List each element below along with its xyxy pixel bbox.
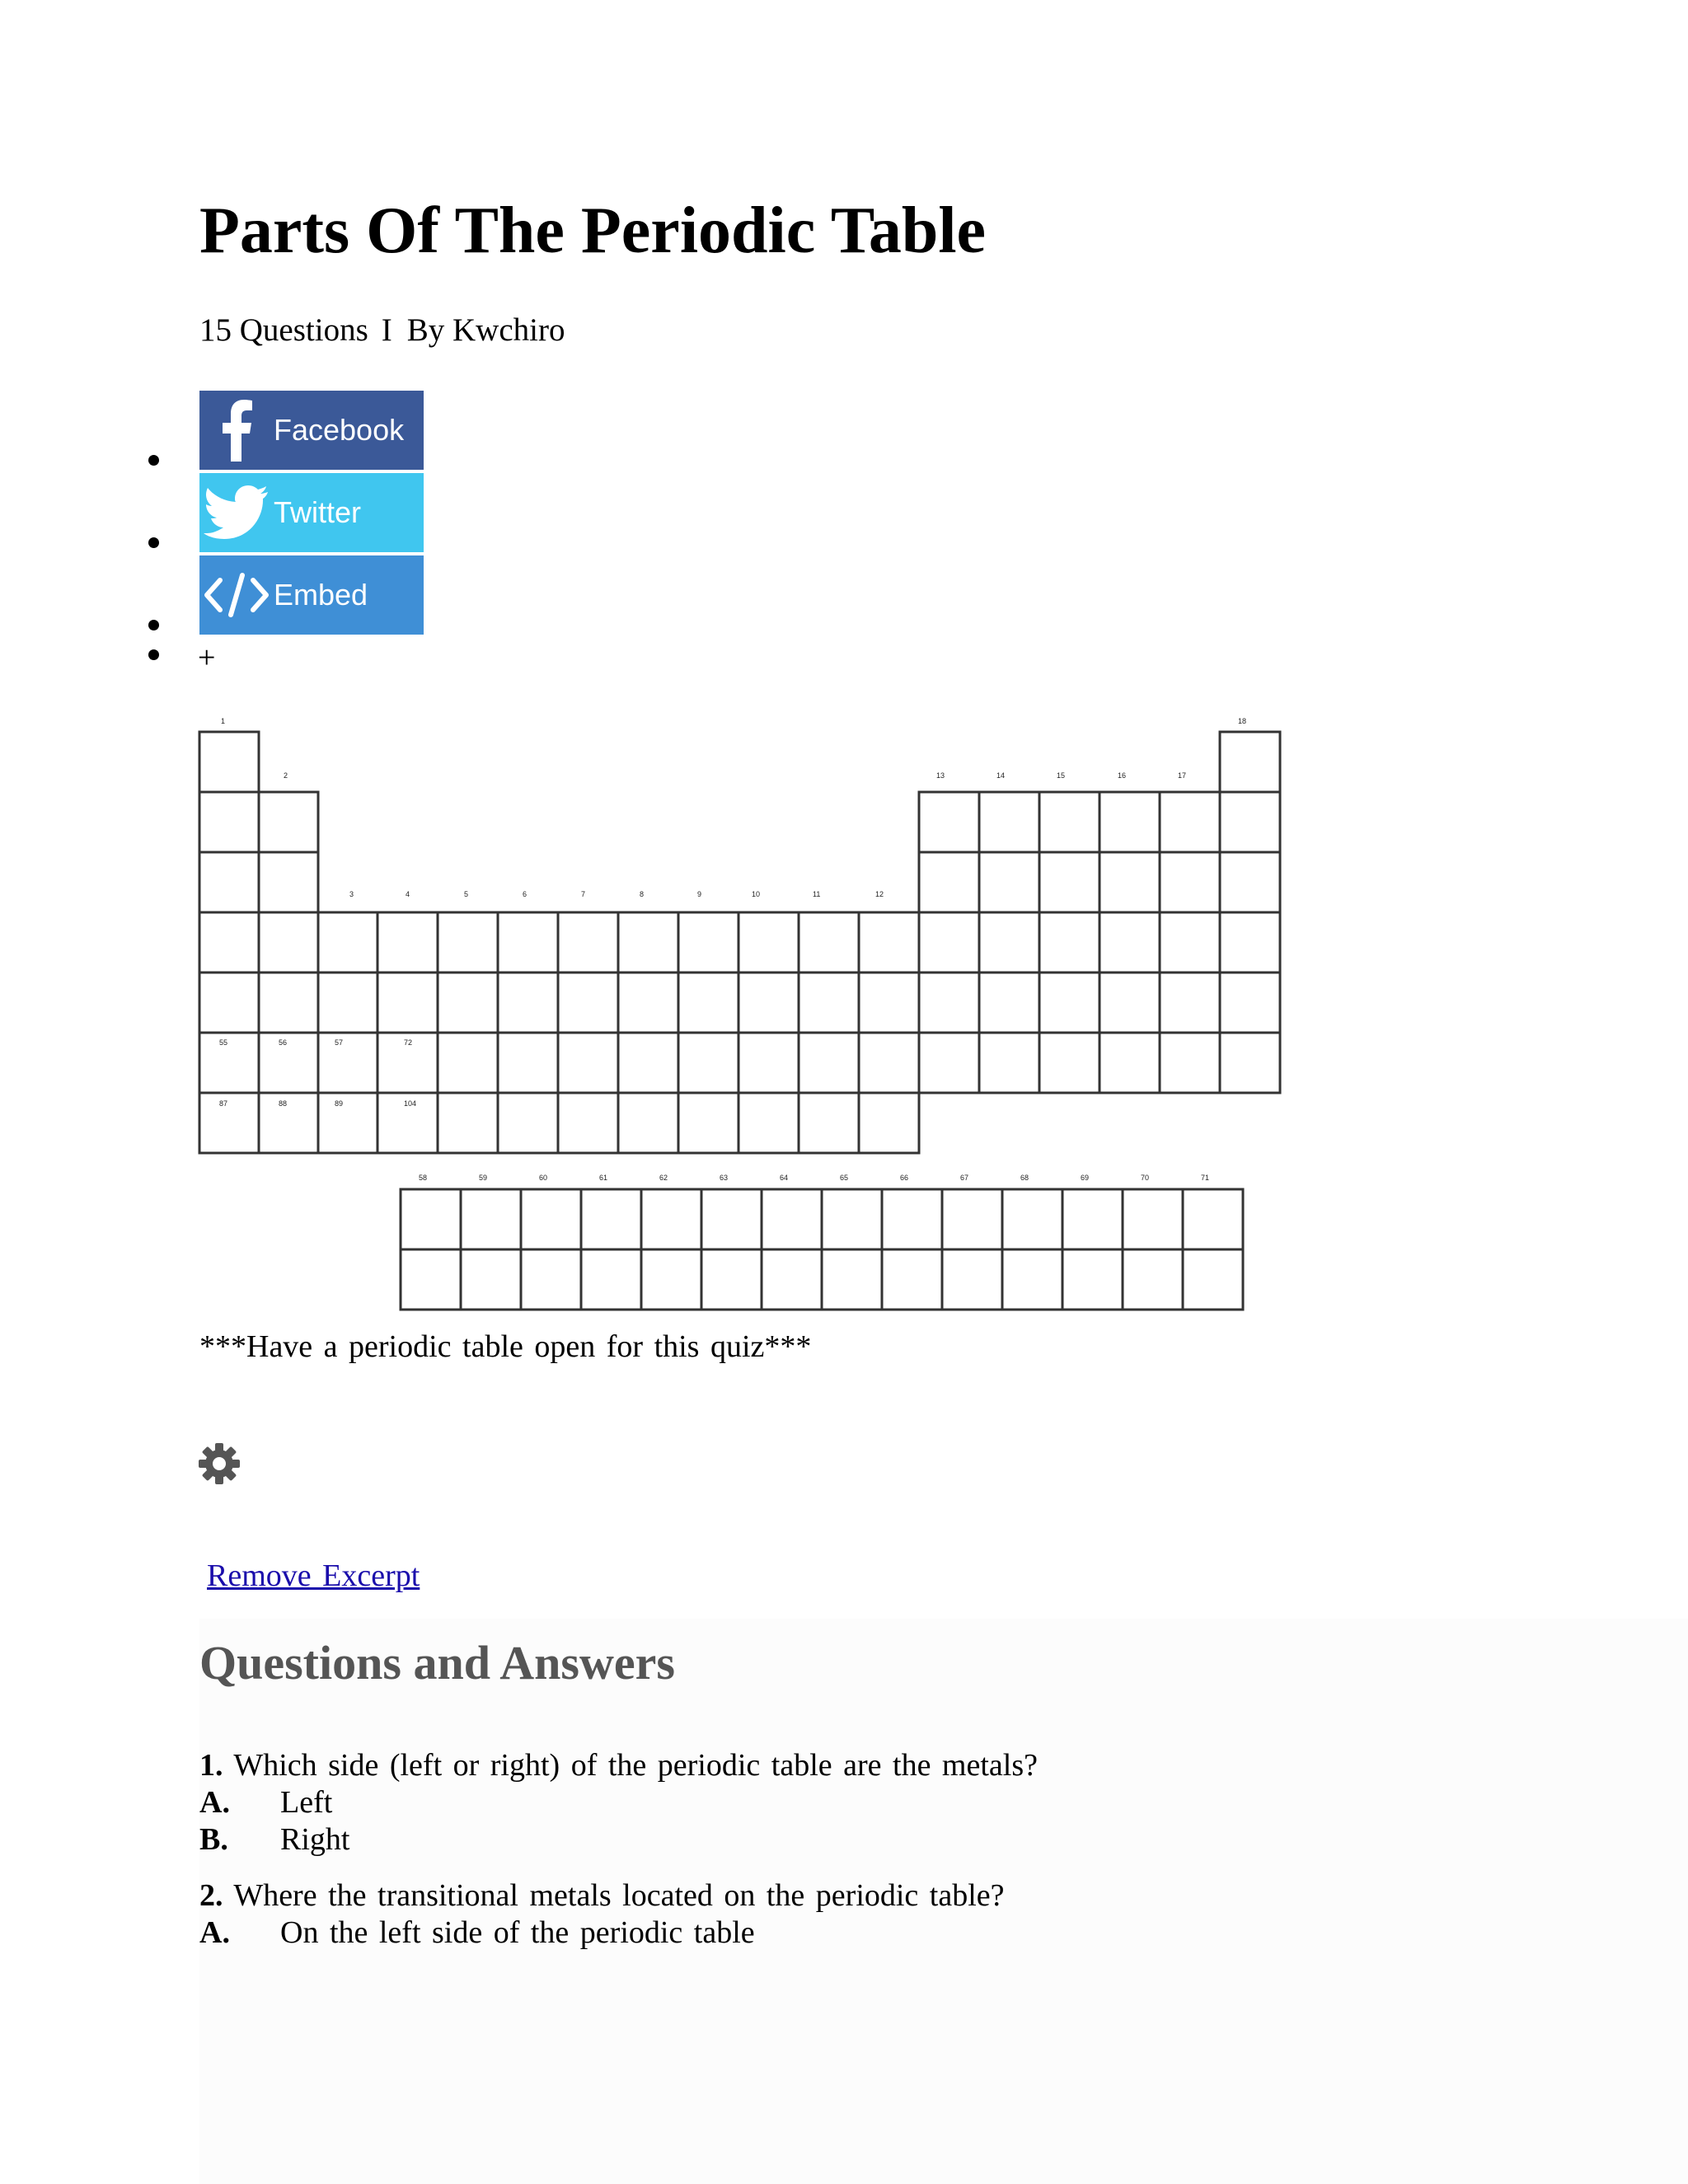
element-cell [318,1093,377,1153]
author: By Kwchiro [406,312,565,348]
element-cell [558,972,618,1033]
answer-text: Left [280,1785,333,1820]
group-number: 17 [1178,771,1187,780]
element-cell [1100,792,1160,852]
element-cell [979,1033,1039,1093]
element-cell [799,1033,859,1093]
element-number: 55 [219,1038,228,1047]
element-cell [318,972,377,1033]
element-cell [882,1189,942,1249]
element-cell [558,1033,618,1093]
element-cell [859,1093,919,1153]
element-cell [1002,1249,1062,1310]
element-cell [199,1093,259,1153]
element-number: 71 [1201,1174,1210,1182]
answer-letter: A. [199,1915,230,1950]
element-number: 88 [279,1099,288,1108]
element-cell [919,792,979,852]
element-cell [1160,852,1220,912]
element-number: 70 [1141,1174,1150,1182]
element-cell [199,732,259,792]
group-number: 16 [1118,771,1127,780]
element-number: 66 [900,1174,909,1182]
element-cell [678,1093,738,1153]
element-cell [1002,1189,1062,1249]
intro-note: ***Have a periodic table open for this quiz*** [199,1329,812,1364]
element-cell [521,1249,581,1310]
element-cell [1039,912,1100,972]
element-cell [762,1189,822,1249]
element-cell [738,1033,799,1093]
group-number: 13 [936,771,945,780]
element-cell [919,912,979,972]
element-cell [919,972,979,1033]
element-number: 62 [659,1174,668,1182]
more-share-button[interactable]: + [198,640,216,675]
element-cell [1160,912,1220,972]
question-number: 2. [199,1878,223,1913]
element-cell [979,912,1039,972]
element-cell [318,1033,377,1093]
element-cell [199,912,259,972]
element-cell [199,852,259,912]
element-cell [1062,1249,1123,1310]
element-cell [618,1033,678,1093]
element-cell [1039,792,1100,852]
element-cell [438,912,498,972]
element-cell [558,1093,618,1153]
element-cell [1123,1249,1183,1310]
element-cell [979,852,1039,912]
group-number: 7 [581,890,586,898]
element-cell [461,1249,521,1310]
element-cell [701,1189,762,1249]
element-cell [1123,1189,1183,1249]
element-cell [799,972,859,1033]
element-number: 68 [1020,1174,1029,1182]
element-cell [1220,912,1280,972]
question-text: Which side (left or right) of the periodic table are the metals? [233,1748,1038,1783]
group-number: 6 [523,890,528,898]
element-number: 72 [404,1038,413,1047]
element-cell [498,1033,558,1093]
answer-option[interactable] [199,1915,755,1951]
element-number: 58 [419,1174,428,1182]
element-cell [1160,972,1220,1033]
element-cell [618,912,678,972]
element-cell [521,1189,581,1249]
element-cell [259,1033,318,1093]
element-number: 56 [279,1038,288,1047]
element-cell [581,1189,641,1249]
group-number: 15 [1057,771,1066,780]
element-cell [498,1093,558,1153]
group-number: 9 [697,890,702,898]
question-2 [199,1877,1005,1914]
element-cell [199,972,259,1033]
question-1 [199,1747,1038,1783]
element-cell [438,1093,498,1153]
element-cell [401,1189,461,1249]
qa-heading: Questions and Answers [199,1636,675,1690]
group-number: 3 [349,890,354,898]
element-number: 104 [404,1099,417,1108]
element-cell [1183,1249,1243,1310]
group-number: 18 [1238,717,1247,725]
element-cell [377,912,438,972]
element-cell [259,1093,318,1153]
element-cell [1160,792,1220,852]
element-cell [259,852,318,912]
element-cell [1039,852,1100,912]
element-cell [401,1249,461,1310]
group-number: 1 [221,717,226,725]
element-cell [1039,1033,1100,1093]
element-cell [259,912,318,972]
element-cell [641,1189,701,1249]
answer-letter: A. [199,1785,230,1820]
element-number: 59 [479,1174,488,1182]
element-cell [1100,972,1160,1033]
element-cell [859,972,919,1033]
question-number: 1. [199,1748,223,1783]
group-number: 5 [464,890,469,898]
element-cell [701,1249,762,1310]
element-cell [738,912,799,972]
element-number: 57 [335,1038,344,1047]
gear-icon[interactable] [198,1442,241,1485]
element-number: 69 [1081,1174,1090,1182]
element-cell [199,792,259,852]
group-number: 12 [875,890,884,898]
element-cell [1220,732,1280,792]
element-cell [498,912,558,972]
element-cell [558,912,618,972]
group-number: 10 [752,890,761,898]
facebook-label: Facebook [274,413,405,447]
element-cell [882,1249,942,1310]
answer-text: On the left side of the periodic table [280,1915,755,1950]
element-cell [1100,1033,1160,1093]
element-cell [799,1093,859,1153]
group-number: 14 [996,771,1006,780]
element-cell [762,1249,822,1310]
element-cell [1220,852,1280,912]
element-cell [618,1093,678,1153]
page-title: Parts Of The Periodic Table [199,194,987,267]
element-cell [259,792,318,852]
embed-label: Embed [274,578,368,612]
element-cell [822,1249,882,1310]
element-cell [1220,1033,1280,1093]
element-cell [1062,1189,1123,1249]
element-cell [1100,912,1160,972]
remove-excerpt-link[interactable]: Remove Excerpt [207,1558,420,1593]
element-cell [919,852,979,912]
element-cell [859,1033,919,1093]
element-cell [822,1189,882,1249]
element-cell [1183,1189,1243,1249]
element-number: 60 [539,1174,548,1182]
element-cell [919,1033,979,1093]
element-cell [438,972,498,1033]
question-text: Where the transitional metals located on the periodic table? [233,1878,1005,1913]
element-number: 65 [840,1174,849,1182]
element-number: 61 [599,1174,608,1182]
element-number: 87 [219,1099,228,1108]
element-cell [799,912,859,972]
element-cell [979,792,1039,852]
element-cell [1160,1033,1220,1093]
element-cell [979,972,1039,1033]
element-cell [581,1249,641,1310]
element-cell [641,1249,701,1310]
element-cell [738,1093,799,1153]
element-number: 63 [720,1174,729,1182]
question-count: 15 Questions [199,312,368,348]
element-cell [498,972,558,1033]
element-cell [461,1189,521,1249]
element-cell [438,1033,498,1093]
answer-text: Right [280,1822,350,1857]
element-cell [1039,972,1100,1033]
element-cell [678,912,738,972]
element-cell [678,972,738,1033]
answer-option[interactable] [199,1821,349,1858]
group-number: 11 [813,890,821,898]
element-cell [859,912,919,972]
element-cell [1220,972,1280,1033]
element-cell [199,1033,259,1093]
element-cell [377,972,438,1033]
element-cell [738,972,799,1033]
element-cell [1220,792,1280,852]
group-number: 4 [406,890,410,898]
element-number: 67 [960,1174,969,1182]
element-cell [942,1189,1002,1249]
group-number: 8 [640,890,645,898]
meta-separator: I [381,312,392,348]
answer-option[interactable] [199,1784,332,1821]
element-cell [259,972,318,1033]
element-number: 89 [335,1099,344,1108]
element-cell [942,1249,1002,1310]
twitter-label: Twitter [274,495,362,529]
element-cell [318,912,377,972]
element-cell [618,972,678,1033]
answer-letter: B. [199,1822,228,1857]
element-cell [1100,852,1160,912]
element-number: 64 [780,1174,789,1182]
group-number: 2 [284,771,288,780]
element-cell [678,1033,738,1093]
